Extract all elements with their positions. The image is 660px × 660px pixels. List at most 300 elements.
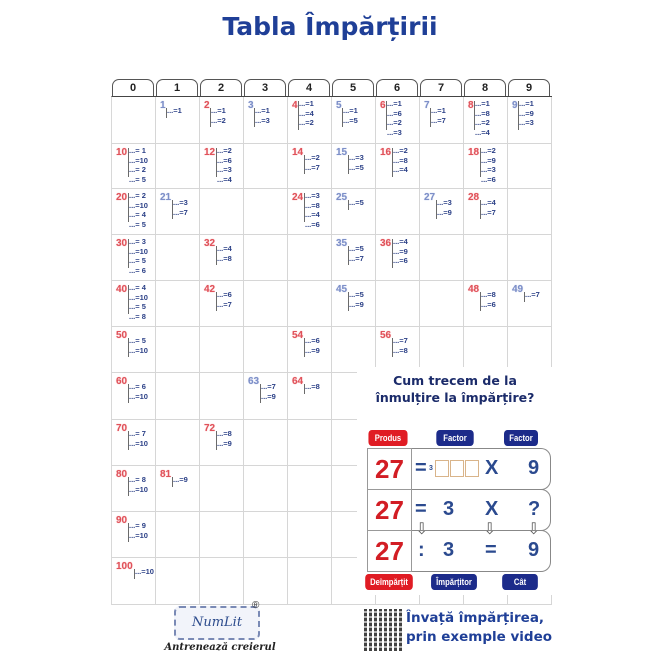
- quotient-list: [129, 191, 148, 229]
- quotient-list: [129, 283, 148, 321]
- product-2: 27: [367, 489, 412, 531]
- table-cell: [112, 373, 156, 419]
- promo-line-1: Învață împărțirea,: [406, 610, 545, 626]
- dividend-number: 32: [204, 238, 216, 249]
- promo-line-2: prin exemple video: [406, 629, 553, 645]
- column-headers: [111, 79, 551, 96]
- division-blank: ...=2: [481, 146, 496, 155]
- division-bar: [480, 292, 481, 311]
- table-cell: [156, 281, 200, 326]
- division-bar: [128, 523, 129, 542]
- dividend-number: 9: [512, 100, 518, 111]
- quotient-list: [437, 198, 452, 217]
- division-blank: ...=4: [305, 210, 320, 219]
- division-blank: ...=6: [481, 299, 496, 309]
- division-bar: [304, 155, 305, 174]
- dividend-number: 4: [292, 100, 298, 111]
- quotient-list: [525, 290, 540, 300]
- division-blank: ...=1: [343, 106, 358, 115]
- table-cell: [420, 97, 464, 143]
- division-blank: ...=4: [217, 244, 232, 253]
- division-bar: [480, 200, 481, 219]
- division-blank: ...=5: [343, 115, 358, 125]
- quotient-list: [305, 191, 320, 229]
- table-cell: [508, 235, 552, 280]
- label-deimpartit: Deîmpărțit: [365, 574, 413, 590]
- dividend-number: 24: [292, 192, 304, 203]
- division-bar: [392, 148, 393, 177]
- dividend-number: 21: [160, 192, 172, 203]
- division-blank: ...=5: [349, 290, 364, 299]
- quotient-list: [343, 106, 358, 125]
- division-blank: ...=1: [299, 99, 314, 108]
- table-cell: [200, 144, 244, 188]
- division-blank: ...=4: [393, 237, 408, 246]
- division-blank: ...=2: [475, 118, 490, 127]
- quotient-list: [217, 290, 232, 309]
- dividend-number: 50: [116, 330, 128, 341]
- division-bar: [392, 338, 393, 357]
- dividend-number: 27: [424, 192, 436, 203]
- dividend-number: 54: [292, 330, 304, 341]
- divisor-3: 3: [443, 539, 455, 561]
- division-blank: ...=8: [217, 253, 232, 263]
- division-blank: ...=5: [349, 244, 364, 253]
- division-bar: [524, 292, 525, 302]
- division-blank: ...= 6: [129, 265, 146, 275]
- table-cell: [508, 144, 552, 188]
- division-blank: ...= 4: [129, 283, 146, 292]
- column-header-2: 2: [200, 79, 242, 96]
- quotient-list: [217, 244, 232, 263]
- quotient-list: [129, 475, 148, 494]
- division-blank: ...=9: [519, 108, 534, 118]
- dividend-number: 10: [116, 147, 128, 158]
- product-3: 27: [367, 530, 412, 572]
- division-blank: ...=6: [481, 174, 496, 184]
- dividend-number: 6: [380, 100, 386, 111]
- table-cell: [200, 420, 244, 465]
- table-row: [112, 281, 552, 327]
- division-blank: ...=10: [129, 438, 148, 448]
- table-cell: [464, 97, 508, 143]
- division-bar: [298, 101, 299, 130]
- times-2: X: [485, 498, 499, 520]
- dividend-number: 5: [336, 100, 342, 111]
- table-cell: [200, 97, 244, 143]
- table-cell: [508, 281, 552, 326]
- question-line-2: înmulțire la împărțire?: [375, 390, 535, 405]
- table-cell: [288, 558, 332, 604]
- division-blank: ...= 5: [129, 336, 146, 345]
- division-bar: [348, 292, 349, 311]
- dividend-number: 36: [380, 238, 392, 249]
- arrow-down-icon: ⇩: [527, 521, 541, 538]
- division-bar: [172, 200, 173, 219]
- division-blank: ...=6: [217, 290, 232, 299]
- table-row: [112, 235, 552, 281]
- division-bar: [518, 101, 519, 130]
- division-blank: ...= 6: [129, 382, 146, 391]
- table-cell: [420, 235, 464, 280]
- dividend-number: 18: [468, 147, 480, 158]
- dividend-number: 25: [336, 192, 348, 203]
- division-blank: ...=8: [481, 290, 496, 299]
- table-cell: [112, 420, 156, 465]
- division-bar: [348, 155, 349, 174]
- column-header-6: 6: [376, 79, 418, 96]
- unknown-factor: ?: [528, 498, 541, 520]
- division-bar: [128, 384, 129, 403]
- video-promo: [406, 609, 552, 647]
- division-blank: ...=10: [129, 292, 148, 302]
- table-cell: [420, 327, 464, 372]
- equals-1: =: [415, 457, 427, 479]
- quotient-list: [393, 146, 408, 175]
- quotient-list: [305, 382, 320, 392]
- table-cell: [156, 373, 200, 419]
- division-blank: ...=3: [173, 198, 188, 207]
- table-cell: [200, 512, 244, 557]
- table-cell: [376, 235, 420, 280]
- division-blank: ...=2: [217, 146, 232, 155]
- division-bar: [348, 200, 349, 210]
- table-cell: [156, 420, 200, 465]
- division-blank: ...=8: [217, 429, 232, 438]
- quotient-list: [129, 336, 148, 355]
- table-cell: [244, 420, 288, 465]
- quotient-list: [129, 146, 148, 184]
- division-bar: [430, 108, 431, 127]
- division-bar: [436, 200, 437, 219]
- table-cell: [244, 558, 288, 604]
- table-cell: [112, 189, 156, 234]
- division-bar: [172, 477, 173, 487]
- division-blank: ...=7: [217, 299, 232, 309]
- division-blank: ...=3: [349, 153, 364, 162]
- column-header-4: 4: [288, 79, 330, 96]
- dividend-number: 45: [336, 284, 348, 295]
- dividend-number: 16: [380, 147, 392, 158]
- division-blank: ...=3: [217, 165, 232, 174]
- quotient-list: [129, 382, 148, 401]
- table-cell: [288, 97, 332, 143]
- division-blank: ...= 2: [129, 165, 146, 174]
- dividend-number: 60: [116, 376, 128, 387]
- dividend-number: 30: [116, 238, 128, 249]
- division-blank: ...=9: [217, 438, 232, 448]
- table-cell: [200, 327, 244, 372]
- brand-slogan: Antrenează creierul: [164, 642, 276, 653]
- table-row: [112, 144, 552, 189]
- quotient-list: [129, 521, 148, 540]
- division-blank: ...=3: [437, 198, 452, 207]
- quotient-list: [305, 153, 320, 172]
- division-bar: [216, 246, 217, 265]
- quotient-list: [349, 290, 364, 309]
- division-blank: ...=3: [387, 127, 402, 137]
- division-blank: ...=6: [305, 219, 320, 229]
- division-blank: ...=10: [129, 200, 148, 210]
- division-blank: ...=10: [135, 567, 154, 576]
- table-cell: [200, 281, 244, 326]
- division-bar: [166, 108, 167, 118]
- table-cell: [244, 144, 288, 188]
- division-blank: ...=1: [431, 106, 446, 115]
- division-blank: ...=1: [387, 99, 402, 108]
- table-cell: [332, 327, 376, 372]
- division-blank: ...= 5: [129, 256, 146, 265]
- division-blank: ...=3: [519, 118, 534, 127]
- division-blank: ...= 5: [129, 174, 146, 184]
- dividend-number: 49: [512, 284, 524, 295]
- quotient-list: [255, 106, 270, 125]
- division-blank: ...=4: [299, 108, 314, 118]
- quotient-list: [519, 99, 534, 128]
- division-blank: ...=7: [305, 162, 320, 172]
- empty-boxes: [435, 460, 480, 477]
- quotient-list: [211, 106, 226, 125]
- table-cell: [156, 512, 200, 557]
- division-bar: [254, 108, 255, 127]
- label-impartitor: Împărțitor: [431, 574, 477, 590]
- division-blank: ...=10: [129, 345, 148, 355]
- table-cell: [112, 327, 156, 372]
- table-cell: [288, 327, 332, 372]
- table-cell: [332, 235, 376, 280]
- quotient-list: [481, 290, 496, 309]
- registered-mark: ®: [252, 600, 260, 611]
- dividend-number: 72: [204, 423, 216, 434]
- division-bar: [260, 384, 261, 403]
- table-cell: [332, 189, 376, 234]
- dividend-number: 20: [116, 192, 128, 203]
- division-blank: ...=4: [481, 198, 496, 207]
- division-blank: ...=5: [349, 198, 364, 207]
- division-blank: ...=9: [481, 155, 496, 165]
- division-bar: [216, 431, 217, 450]
- table-cell: [112, 281, 156, 326]
- division-bar: [304, 193, 305, 222]
- division-blank: ...=4: [217, 174, 232, 184]
- division-blank: ...=1: [519, 99, 534, 108]
- table-cell: [244, 281, 288, 326]
- quotient-list: [431, 106, 446, 125]
- dividend-number: 8: [468, 100, 474, 111]
- table-cell: [464, 327, 508, 372]
- division-blank: ...=6: [393, 256, 408, 265]
- dividend-number: 64: [292, 376, 304, 387]
- division-blank: ...=10: [129, 391, 148, 401]
- division-blank: ...= 9: [129, 521, 146, 530]
- table-cell: [244, 373, 288, 419]
- table-cell: [244, 327, 288, 372]
- table-cell: [244, 235, 288, 280]
- label-cat: Cât: [502, 574, 538, 590]
- label-factor-2: Factor: [504, 430, 538, 446]
- division-bar: [128, 193, 129, 222]
- division-blank: ...=1: [255, 106, 270, 115]
- division-blank: ...=9: [173, 475, 188, 484]
- question-line-1: Cum trecem de la: [393, 373, 517, 388]
- dividend-number: 12: [204, 147, 216, 158]
- division-blank: ...=2: [299, 118, 314, 127]
- division-blank: ...=9: [305, 345, 320, 355]
- table-cell: [288, 420, 332, 465]
- dividend-number: 14: [292, 147, 304, 158]
- divide-sign: :: [418, 539, 425, 561]
- table-cell: [112, 558, 156, 604]
- column-header-0: 0: [112, 79, 154, 96]
- division-bar: [210, 108, 211, 127]
- table-row: [112, 97, 552, 144]
- table-cell: [332, 97, 376, 143]
- table-cell: [508, 189, 552, 234]
- quotient-list: [299, 99, 314, 128]
- division-blank: ...=1: [211, 106, 226, 115]
- division-bar: [392, 239, 393, 268]
- table-cell: [376, 281, 420, 326]
- division-blank: ...=7: [393, 336, 408, 345]
- dividend-number: 40: [116, 284, 128, 295]
- division-blank: ...=8: [305, 382, 320, 391]
- explanation-panel: [357, 367, 553, 595]
- quotient-list: [129, 429, 148, 448]
- quotient-list: [393, 336, 408, 355]
- quotient-list: [481, 198, 496, 217]
- division-blank: ...=8: [393, 155, 408, 165]
- quotient-list: [481, 146, 496, 184]
- table-cell: [112, 512, 156, 557]
- arrow-down-icon: ⇩: [483, 521, 497, 538]
- table-cell: [376, 144, 420, 188]
- times-1: X: [485, 457, 499, 479]
- division-bar: [216, 292, 217, 311]
- equals-3: =: [485, 539, 497, 561]
- division-bar: [128, 477, 129, 496]
- table-cell: [464, 144, 508, 188]
- dividend-number: 81: [160, 469, 172, 480]
- table-cell: [112, 235, 156, 280]
- table-cell: [376, 189, 420, 234]
- numlit-logo: NumLit: [174, 606, 260, 640]
- quotient-list: [349, 198, 364, 208]
- table-cell: [288, 144, 332, 188]
- page-title: Tabla Împărțirii: [222, 12, 438, 41]
- panel-question: [357, 372, 553, 406]
- column-header-1: 1: [156, 79, 198, 96]
- table-cell: [244, 97, 288, 143]
- table-cell: [244, 189, 288, 234]
- division-blank: ...=6: [305, 336, 320, 345]
- table-cell: [288, 281, 332, 326]
- column-header-7: 7: [420, 79, 462, 96]
- table-cell: [156, 327, 200, 372]
- division-bar: [216, 148, 217, 177]
- division-blank: ...=1: [475, 99, 490, 108]
- quotient-list: [135, 567, 154, 577]
- factor-9: 9: [528, 457, 540, 479]
- division-blank: ...=1: [167, 106, 182, 115]
- division-bar: [386, 101, 387, 130]
- division-bar: [348, 246, 349, 265]
- quotient-list: [261, 382, 276, 401]
- division-blank: ...=2: [387, 118, 402, 127]
- division-blank: ...= 8: [129, 475, 146, 484]
- division-blank: ...= 8: [129, 311, 146, 321]
- table-cell: [244, 466, 288, 511]
- division-blank: ...=3: [481, 165, 496, 174]
- table-cell: [200, 558, 244, 604]
- division-blank: ...=4: [475, 127, 490, 137]
- dividend-number: 56: [380, 330, 392, 341]
- quotient-list: [305, 336, 320, 355]
- table-cell: [508, 97, 552, 143]
- division-blank: ...=2: [305, 153, 320, 162]
- table-cell: [156, 144, 200, 188]
- table-cell: [464, 235, 508, 280]
- small-3: 3: [429, 465, 433, 472]
- division-bar: [304, 384, 305, 394]
- division-blank: ...=10: [129, 530, 148, 540]
- table-cell: [200, 189, 244, 234]
- division-bar: [304, 338, 305, 357]
- division-bar: [480, 148, 481, 177]
- quotient-list: [173, 198, 188, 217]
- dividend-number: 15: [336, 147, 348, 158]
- dividend-number: 100: [116, 561, 133, 572]
- division-blank: ...=8: [305, 200, 320, 210]
- quotient-list: [167, 106, 182, 116]
- dividend-number: 80: [116, 469, 128, 480]
- table-cell: [112, 144, 156, 188]
- dividend-number: 35: [336, 238, 348, 249]
- division-blank: ...=9: [349, 299, 364, 309]
- label-produs: Produs: [368, 430, 407, 446]
- qr-code-icon[interactable]: [364, 609, 402, 651]
- column-header-9: 9: [508, 79, 550, 96]
- table-cell: [244, 512, 288, 557]
- table-cell: [200, 235, 244, 280]
- division-blank: ...=8: [393, 345, 408, 355]
- dividend-number: 70: [116, 423, 128, 434]
- table-cell: [156, 466, 200, 511]
- dividend-number: 3: [248, 100, 254, 111]
- table-cell: [156, 235, 200, 280]
- division-blank: ...= 4: [129, 210, 146, 219]
- table-cell: [156, 189, 200, 234]
- quotient-list: [173, 475, 188, 485]
- column-header-3: 3: [244, 79, 286, 96]
- table-row: [112, 189, 552, 235]
- table-cell: [420, 189, 464, 234]
- division-bar: [342, 108, 343, 127]
- table-cell: [464, 281, 508, 326]
- table-cell: [200, 466, 244, 511]
- quotient-list: [349, 244, 364, 263]
- quotient-list: [217, 146, 232, 184]
- division-bar: [128, 338, 129, 357]
- dividend-number: 48: [468, 284, 480, 295]
- dividend-number: 1: [160, 100, 166, 111]
- table-cell: [156, 558, 200, 604]
- dividend-number: 90: [116, 515, 128, 526]
- dividend-number: 7: [424, 100, 430, 111]
- label-factor-1: Factor: [436, 430, 473, 446]
- division-blank: ...=10: [129, 155, 148, 165]
- division-blank: ...=7: [481, 207, 496, 217]
- division-bar: [128, 285, 129, 314]
